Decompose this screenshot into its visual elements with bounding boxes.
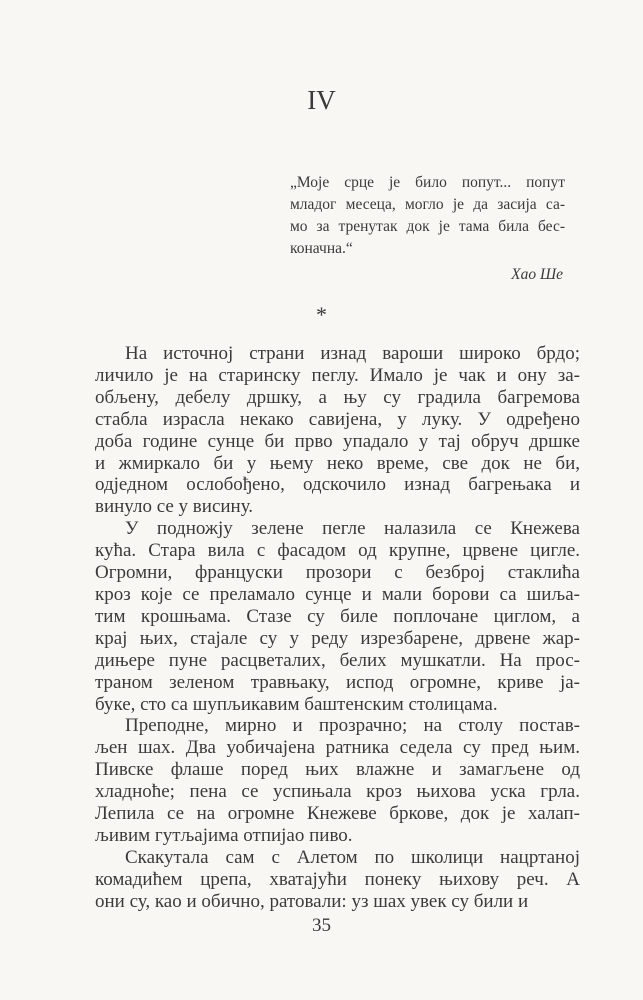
epigraph-line: младог месеца, могло је да засија са-: [290, 196, 565, 213]
body-text: [95, 343, 580, 913]
body-line: траном зеленом травњаку, испод огромне, криве ја-: [95, 671, 580, 693]
epigraph-line: коначна.“: [290, 240, 353, 257]
body-line: комадићем црепа, хватајући понеку њихову реч. А: [95, 868, 580, 890]
body-line: обљену, дебелу дршку, а њу су градила багремова: [95, 386, 580, 408]
body-line: они су, као и обично, ратовали: уз шах увек су били и: [95, 890, 529, 912]
page-number: 35: [312, 915, 331, 936]
body-line: хладноће; пена се успињала кроз њихова уска грла.: [95, 781, 580, 803]
body-line: стабла израсла некако савијена, у луку. У одређено: [95, 408, 580, 430]
body-line: кућа. Стара вила с фасадом од крупне, црвене цигле.: [95, 540, 580, 562]
epigraph-line: мо за тренутак док је тама била бес-: [290, 218, 565, 235]
chapter-number: IV: [307, 85, 336, 115]
body-line: дињере пуне расцветалих, белих мушкатли. На прос-: [95, 649, 580, 671]
body-line: винуло се у висину.: [95, 496, 254, 518]
body-line: љивим гутљајима отпијао пиво.: [95, 824, 353, 846]
epigraph-line: „Моје срце је било попут... попут: [290, 174, 565, 191]
body-line: љен шах. Два уобичајена ратника седела су пред њим.: [95, 737, 580, 759]
body-line: доба године сунце би прво упадало у тај обруч дршке: [95, 430, 580, 452]
body-line: и жмиркало би у њему неко време, све док не би,: [95, 452, 580, 474]
body-line: кроз које се преламало сунце и мали борови са шиља-: [95, 583, 580, 605]
body-line: личило је на старинску пеглу. Имало је чак и ону за-: [95, 364, 580, 386]
body-line: Скакутала сам с Алетом по школици нацртаној: [125, 846, 580, 868]
body-line: На источној страни изнад вароши широко брдо;: [125, 343, 580, 364]
body-line: У подножју зелене пегле налазила се Кнежева: [125, 518, 580, 540]
body-line: Огромни, француски прозори с безброј стаклића: [95, 562, 580, 584]
section-separator: *: [316, 302, 327, 327]
body-line: буке, сто са шупљикавим баштенским столицама.: [95, 693, 498, 715]
body-line: одједном ослобођено, одскочило изнад багрењака и: [95, 474, 580, 496]
body-line: Преподне, мирно и прозрачно; на столу постав-: [125, 715, 580, 737]
body-line: Лепила се на огромне Кнежеве бркове, док је халап-: [95, 803, 580, 825]
epigraph: [290, 172, 565, 260]
body-line: крај њих, стајале су у реду изрезбарене, дрвене жар-: [95, 627, 580, 649]
epigraph-author: Хао Ше: [511, 266, 563, 283]
body-line: тим крошњама. Стазе су биле поплочане циглом, а: [95, 605, 580, 627]
body-line: Пивске флаше поред њих влажне и замагљене од: [95, 759, 580, 781]
